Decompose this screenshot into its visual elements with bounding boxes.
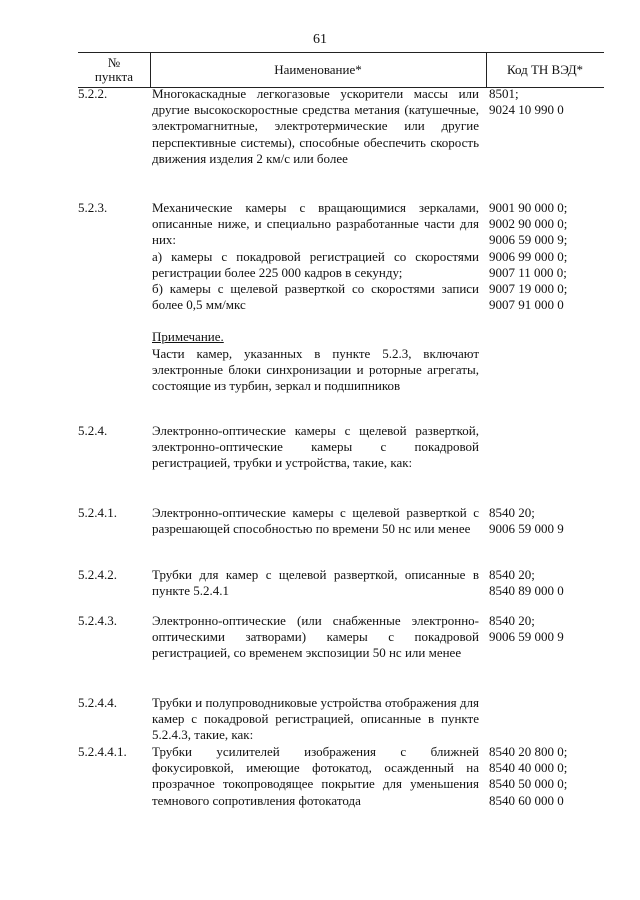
item-codes — [489, 505, 604, 537]
item-subpoint-b: б) камеры с щелевой разверткой со скоростями записи более 0,5 мм/мкс — [152, 281, 479, 313]
note-text: Части камер, указанных в пункте 5.2.3, включают электронные блоки синхронизации и роторные агрегаты, состоящие из турбин, зеркал и подшипников — [152, 345, 479, 394]
item-codes — [489, 86, 604, 118]
header-number-symbol: № — [107, 55, 121, 70]
header-number-word: пункта — [94, 69, 134, 84]
header-code: Код ТН ВЭД* — [506, 62, 584, 77]
item-number: 5.2.4.4.1. — [78, 744, 127, 759]
item-name — [152, 200, 479, 394]
code-line: 8540 40 000 0; — [489, 760, 568, 776]
code-line: 8540 50 000 0; — [489, 776, 568, 792]
code-line: 8540 89 000 0 — [489, 583, 564, 599]
page-number: 61 — [313, 32, 327, 47]
code-line: 8540 60 000 0 — [489, 792, 564, 808]
goods-table — [78, 52, 604, 808]
code-line: 8540 20; — [489, 613, 535, 628]
code-line: 9006 59 000 9 — [489, 521, 564, 537]
code-line: 8540 20 800 0; — [489, 744, 568, 759]
code-line: 8501; — [489, 86, 519, 101]
item-codes — [489, 200, 604, 313]
item-name: Электронно-оптические камеры с щелевой разверткой, электронно-оптические камеры с покадровой регистрацией, трубки и устройства, такие, как: — [152, 423, 479, 471]
table-header — [78, 52, 604, 88]
item-name: Трубки для камер с щелевой разверткой, описанные в пункте 5.2.4.1 — [152, 567, 479, 599]
code-line: 9006 59 000 9; — [489, 232, 568, 248]
code-line: 8540 20; — [489, 567, 535, 582]
item-codes — [489, 613, 604, 645]
item-codes — [489, 567, 604, 599]
code-line: 9006 59 000 9 — [489, 629, 564, 645]
item-number: 5.2.3. — [78, 200, 108, 215]
note-title: Примечание. — [152, 329, 224, 345]
code-line: 9007 91 000 0 — [489, 297, 564, 313]
code-line: 9006 99 000 0; — [489, 248, 568, 264]
item-number: 5.2.4.2. — [78, 567, 117, 582]
item-name: Электронно-оптические камеры с щелевой разверткой с разрешающей способностью по времени 50 нс или менее — [152, 505, 479, 537]
code-line: 9002 90 000 0; — [489, 216, 568, 232]
item-number: 5.2.4.4. — [78, 695, 117, 710]
item-number: 5.2.4.1. — [78, 505, 117, 520]
item-name: Электронно-оптические (или снабженные электронно-оптическими затворами) камеры с покадровой регистрацией, со временем экспозиции 50 нс или менее — [152, 613, 479, 661]
item-number: 5.2.2. — [78, 86, 108, 101]
code-line: 9001 90 000 0; — [489, 200, 568, 215]
item-number: 5.2.4.3. — [78, 613, 117, 628]
code-line: 9007 19 000 0; — [489, 281, 568, 297]
item-number: 5.2.4. — [78, 423, 108, 438]
code-line: 8540 20; — [489, 505, 535, 520]
code-line: 9007 11 000 0; — [489, 264, 567, 280]
item-text: Механические камеры с вращающимися зеркалами, описанные ниже, и специально разработанные части для них: — [152, 200, 479, 248]
item-subpoint-a: а) камеры с покадровой регистрацией со скоростями регистрации более 225 000 кадров в секунду; — [152, 248, 479, 280]
item-name: Трубки и полупроводниковые устройства отображения для камер с покадровой регистрацией, описанные в пункте 5.2.4.3, такие, как: — [152, 695, 479, 743]
item-name: Трубки усилителей изображения с ближней фокусировкой, имеющие фотокатод, осажденный на прозрачное токопроводящее покрытие для уменьшения темнового сопротивления фотокатода — [152, 744, 479, 808]
header-item-number — [78, 53, 151, 87]
header-name: Наименование* — [150, 53, 487, 87]
code-line: 9024 10 990 0 — [489, 102, 564, 118]
item-name: Многокаскадные легкогазовые ускорители массы или другие высокоскоростные средства метания (катушечные, электромагнитные, электротермические или другие перспективные системы), способные обеспечить скорость движения изделия 2 км/с или более — [152, 86, 479, 166]
item-codes — [489, 744, 604, 809]
